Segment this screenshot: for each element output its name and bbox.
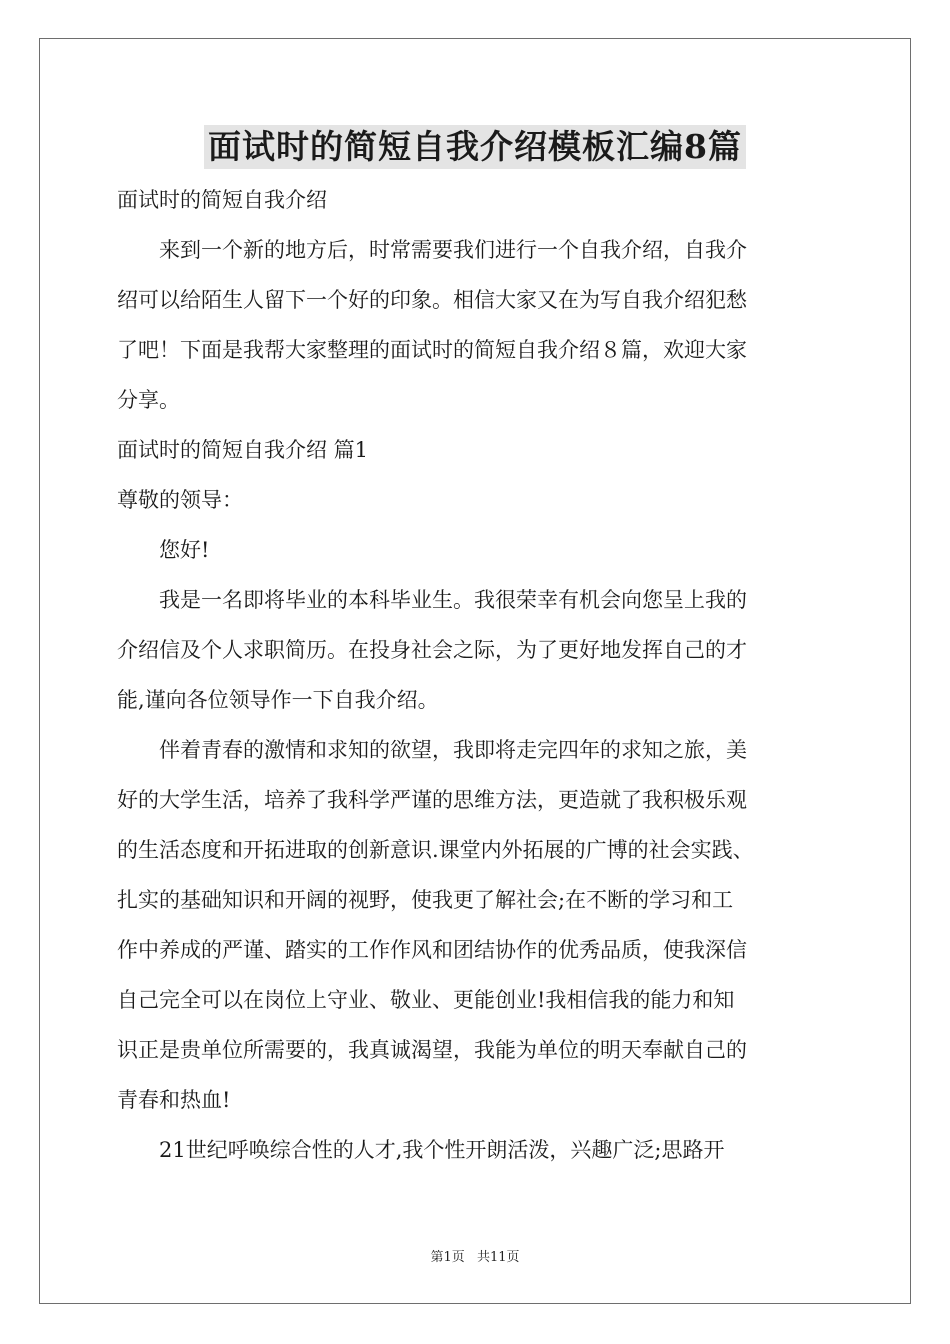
text-line: 介绍信及个人求职简历。在投身社会之际，为了更好地发挥自己的才: [117, 638, 747, 662]
paragraph-3: [117, 1132, 835, 1168]
text-line: 自己完全可以在岗位上守业、敬业、更能创业!我相信我的能力和知: [117, 988, 735, 1012]
subtitle: 面试时的简短自我介绍: [117, 188, 327, 212]
text-line: 能,谨向各位领导作一下自我介绍。: [117, 688, 439, 712]
text-line: 好的大学生活，培养了我科学严谨的思维方法，更造就了我积极乐观: [117, 788, 747, 812]
intro-paragraph: [117, 232, 835, 418]
text-line: 的生活态度和开拓进取的创新意识.课堂内外拓展的广博的社会实践、: [117, 838, 754, 862]
text-line: 来到一个新的地方后，时常需要我们进行一个自我介绍，自我介: [159, 238, 747, 262]
document-body: [117, 182, 835, 1168]
section-heading: 面试时的简短自我介绍 篇1: [117, 438, 369, 462]
text-line: 分享。: [117, 388, 180, 412]
text-line: 青春和热血!: [117, 1088, 231, 1112]
page-total: 共11页: [476, 1250, 520, 1265]
text-line: 识正是贵单位所需要的，我真诚渴望，我能为单位的明天奉献自己的: [117, 1038, 747, 1062]
text-line: 作中养成的严谨、踏实的工作作风和团结协作的优秀品质，使我深信: [117, 938, 747, 962]
title-container: [0, 125, 950, 169]
text-line: 绍可以给陌生人留下一个好的印象。相信大家又在为写自我介绍犯愁: [117, 288, 747, 312]
text-line: 我是一名即将毕业的本科毕业生。我很荣幸有机会向您呈上我的: [159, 588, 747, 612]
paragraph-2: [117, 732, 835, 1118]
text-line: 了吧！下面是我帮大家整理的面试时的简短自我介绍８篇，欢迎大家: [117, 338, 747, 362]
document-title: 面试时的简短自我介绍模板汇编8篇: [204, 125, 746, 169]
salutation: 尊敬的领导：: [117, 488, 243, 512]
text-line: 21世纪呼唤综合性的人才,我个性开朗活泼，兴趣广泛;思路开: [159, 1138, 725, 1162]
paragraph-1: [117, 582, 835, 718]
page-number: 第1页: [430, 1250, 465, 1265]
text-line: 伴着青春的激情和求知的欲望，我即将走完四年的求知之旅，美: [159, 738, 747, 762]
greeting: 您好!: [159, 538, 210, 562]
page-footer: [0, 1246, 950, 1265]
text-line: 扎实的基础知识和开阔的视野，使我更了解社会;在不断的学习和工: [117, 888, 734, 912]
